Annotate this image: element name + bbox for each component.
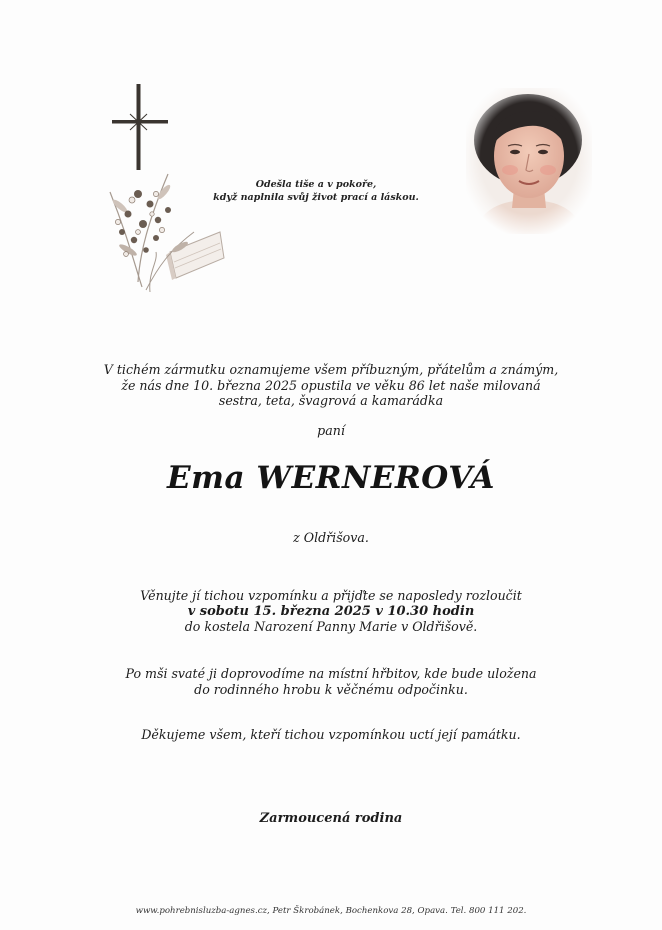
burial-line-2: do rodinného hrobu k věčnému odpočinku. <box>194 681 468 697</box>
funeral-line-1: Věnujte jí tichou vzpomínku a přijďte se naposledy rozloučit <box>140 588 522 603</box>
motto <box>196 178 436 204</box>
funeral-location: do kostela Narození Panny Marie v Oldřišově. <box>184 619 478 635</box>
thanks-text: Děkujeme všem, kteří tichou vzpomínkou uctí její památku. <box>141 727 521 742</box>
funeral-info <box>60 588 602 635</box>
salutation: paní <box>317 423 345 438</box>
burial-line-1: Po mši svaté ji doprovodíme na místní hřbitov, kde bude uložena <box>125 666 537 681</box>
signature: Zarmoucená rodina <box>259 811 403 826</box>
funeral-datetime: v sobotu 15. března 2025 v 10.30 hodin <box>187 603 475 619</box>
footer-contact: www.pohrebnisluzba-agnes.cz, Petr Škrobánek, Bochenkova 28, Opava. Tel. 800 111 202. <box>135 906 527 916</box>
motto-line-2: když naplnila svůj život prací a láskou. <box>213 192 419 203</box>
announcement-line-3: sestra, teta, švagrová a kamarádka <box>218 393 444 409</box>
announcement-line-1: V tichém zármutku oznamujeme všem příbuzným, přátelům a známým, <box>103 362 559 377</box>
motto-line-1: Odešla tiše a v pokoře, <box>255 179 377 190</box>
announcement-line-2: že nás dne 10. března 2025 opustila ve věku 86 let naše milovaná <box>121 377 541 393</box>
deceased-name: Ema WERNEROVÁ <box>167 460 495 496</box>
origin-text: z Oldřišova. <box>293 530 369 545</box>
announcement-text <box>60 362 602 409</box>
portrait-photo <box>466 88 592 234</box>
burial-info <box>60 666 602 697</box>
